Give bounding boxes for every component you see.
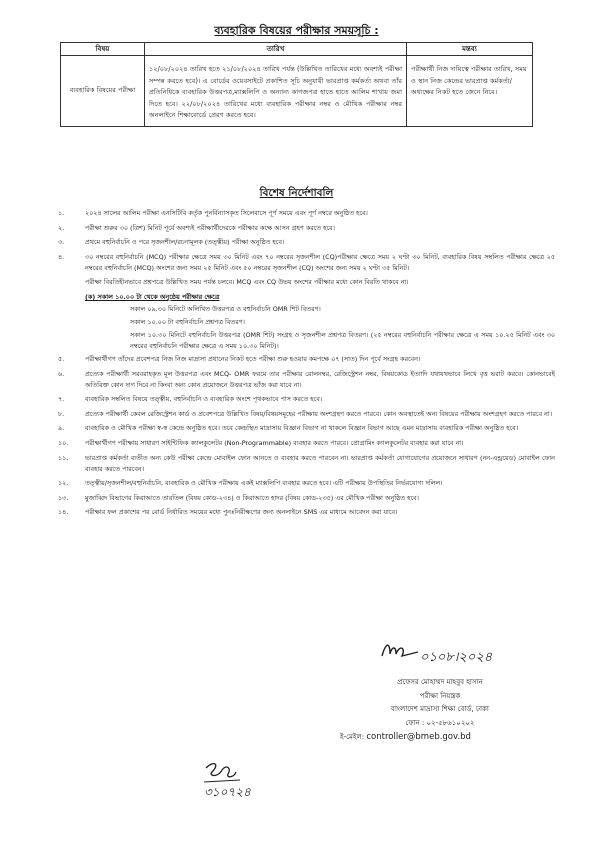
list-item: ৫. পরীক্ষার্থীগণ তাঁদের প্রবেশপত্র নিজ নিজ মাদ্রাসা প্রধানের নিকট হতে পরীক্ষা শুরু হওয়ার কমপক্ষে ০৭ (সাত) দিন পূর্বে সংগ্রহ করবেন।: [58, 354, 421, 363]
signature-block: [330, 676, 550, 730]
list-item: ৬. প্রত্যেক পরীক্ষার্থী সরবরাহকৃত মূল উত্তরপত্র এবং MCQ- OMR ফরমে তার পরীক্ষার রোলনম্বর, রেজিস্ট্রেশন নম্বর, বিষয়কোড ইত্যাদি যথাযথভাবে লিখে বৃত্ত ভরাট করবে। কোনভাবেই অতিরিক্ত কোন দাগ দিবে না কিংবা অন্য কোন প্রয়োজনে উত্তরপত্র ভাঁজ করা যাবে না।: [58, 369, 555, 389]
list-item: ১০. পরীক্ষার্থীগণ পরীক্ষায় সাধারণ সাইন্টিফিক ক্যালকুলেটর (Non-Programmable) ব্যবহার করতে পারবে। প্রোগ্রামিং ক্যালকুলেটর ব্যবহার করা যাবে না।: [58, 438, 464, 447]
signatory-phone: ফোন : ০২-৫৮৬১০২০২: [405, 718, 475, 727]
list-item: ১৪. পরীক্ষার ফল প্রকাশের পর বোর্ড নির্ধারিত সময়ের মধ্যে পুনঃনিরীক্ষণের জন্য অনলাইনে SMS এর মাধ্যমে আবেদন করা যাবে।: [58, 508, 398, 517]
list-item: ১৩. মুজাব্বিদ বিভাগের কিরাআতে তারতিল (বিষয় কোড-২৩৪) ও কিরাআতে হাদর (বিষয় কোড-২৩৫) এর মৌখিক পরীক্ষা অনুষ্ঠিত হবে।: [58, 493, 419, 502]
header-date: তারিখ: [145, 43, 407, 56]
list-item: ৩. প্রথমে বহুনির্বাচনি ও পরে সৃজনশীল/রচনামূলক (তত্ত্বীয়) পরীক্ষা অনুষ্ঠিত হবে।: [58, 238, 285, 247]
schedule-row: [61, 56, 533, 127]
header-subject: বিষয়: [61, 43, 145, 56]
cell-date: ১২/০৮/২০২৪ তারিখ হতে ২১/০৮/২০২৪ তারিখ পর্যন্ত (উল্লিখিত তারিখের মধ্যে অবশ্যই পরীক্ষা সম্পন্ন করতে হবে)। এ বোর্ডের ওয়েবসাইটে প্রকাশিত সূচি অনুযায়ী ভারপ্রাপ্ত কর্মকর্তা অথবা তাঁর প্রতিনিধিকে ব্যবহারিক উত্তরপত্র,ম্যাক্সলিপি ও অন্যান্য কাগজপত্র হাতে হাতে আলিম শাখায় জমা দিতে হবে। ২২/০৮/২০২৪ তারিখের মধ্যে ব্যবহারিক পরীক্ষার নম্বর ও মৌখিক পরীক্ষার নম্বর অনলাইনে শিক্ষাবোর্ডে প্রেরণ করতে হবে।: [145, 56, 407, 127]
morning-line: সকাল ১০.৩০ মিনিটে বহুনির্বাচনি উত্তরপত্র (OMR শিট) সংগ্রহ ও সৃজনশীল প্রশ্নপত্র বিতরণ। (২৫ নম্বরের বহুনির্বাচনি পরীক্ষার ক্ষেত্রে এ সময় ১০.২৫ মিনিট এবং ৩০ নম্বরের বহুনির্বাচনি পরীক্ষার ক্ষেত্রে এ সময় ১০.৩০ মিনিট)।: [130, 330, 555, 350]
email-line: [340, 731, 471, 743]
instructions-title: বিশেষ নির্দেশাবলি: [259, 187, 334, 199]
signatory-designation: পরীক্ষা নিয়ন্ত্রক: [419, 691, 461, 700]
signatory-name: প্রফেসর মোহাম্মদ মাহবুব হাসান: [397, 678, 483, 686]
morning-line: সকাল ১০.০০ টা বহুনির্বাচনি প্রশ্নপত্র বিতরণ।: [130, 317, 245, 326]
list-item: ১১. ভারপ্রাপ্ত কর্মকর্তা ব্যতীত অন্য কেউ পরীক্ষা কেন্দ্রে মোবাইল ফোন আনতে ও ব্যবহার করতে পারবেন না। ভারপ্রাপ্ত কর্মকর্তা যোগাযোগের প্রয়োজনে সাধারণ (নন-এন্ড্রয়েড) মোবাইল ফোন ব্যবহার করতে পারবেন।: [58, 453, 555, 473]
list-item: ১. ২০২৪ সালের আলিম পরীক্ষা এনসিটিবি কর্তৃক পুনর্বিন্যাসকৃত সিলেবাসে পূর্ণ সময়ে এবং পূর্ণ নম্বরে অনুষ্ঠিত হবে।: [58, 209, 368, 217]
list-item: ৪. ৩০ নম্বরের বহুনির্বাচনি (MCQ) পরীক্ষার ক্ষেত্রে সময় ৩০ মিনিট এবং ৭০ নম্বরের সৃজনশীল (CQ)পরীক্ষার ক্ষেত্রে সময় ২ ঘণ্টা ৩০ মিনিট, ব্যবহারিক বিষয় সম্বলিত পরীক্ষার ক্ষেত্রে ২৫ নম্বরের বহুনির্বাচনি (MCQ) অংশের জন্য সময় ২৫ মিনিট এবং ৫০ নম্বরের সৃজনশীল (CQ) অংশের জন্য সময় ২ ঘণ্টা ৩৫ মিনিট।: [58, 252, 555, 272]
list-item: ৭. ব্যবহারিক সম্বলিত বিষয়ে তত্ত্বীয়, বহুনির্বাচনি ও ব্যবহারিক অংশে পৃথকভাবে পাস করতে হবে।: [58, 395, 323, 404]
list-item: ৯. ব্যবহারিক ও মৌখিক পরীক্ষা স্ব-স্ব কেন্দ্রে অনুষ্ঠিত হবে। তবে কেন্দ্রস্থিত মাদ্রাসায় বিজ্ঞান বিভাগ না থাকলে বিজ্ঞান বিভাগ আছে এমন মাদ্রাসায় ব্যবহারিক পরীক্ষা অনুষ্ঠিত হবে।: [58, 424, 518, 433]
signature-scribble: [380, 638, 420, 662]
list-item: ২. পরীক্ষা শুরুর ৩০ (ত্রিশ) মিনিট পূর্বে অবশ্যই পরীক্ষার্থীদেরকে পরীক্ষার কক্ষে আসন গ্রহণ করতে হবে।: [58, 223, 335, 232]
list-item: ৮. প্রত্যেক পরীক্ষার্থী কেবল রেজিস্ট্রেশন কার্ড ও প্রবেশপত্রে উল্লিখিত বিষয়/বিষয়সমূহের পরীক্ষায় অংশগ্রহণ করতে পারবে। কোন অবস্থাতেই অন্য বিষয়ের পরীক্ষায় অংশগ্রহণ করতে পারবে না।: [58, 409, 552, 418]
initials-date: ৩১০৭২৪: [204, 785, 251, 799]
schedule-header-row: [61, 43, 533, 56]
email-address: controller@bmeb.gov.bd: [366, 732, 471, 742]
header-remarks: মন্তব্য: [407, 43, 533, 56]
signatory-office: বাংলাদেশ মাদ্রাসা শিক্ষা বোর্ড, ঢাকা: [391, 705, 489, 713]
signature-date: ০১০৮।২০২৪: [420, 650, 493, 665]
list-item: পরীক্ষা বিরতিহীনভাবে প্রশ্নপত্রে উল্লিখিত সময় পর্যন্ত চলবে। MCQ এবং CQ উভয় অংশের পরীক্ষার মধ্যে কোন বিরতি থাকবে না।: [85, 278, 409, 287]
schedule-title: ব্যবহারিক বিষয়ের পরীক্ষার সময়সূচি :: [214, 24, 379, 37]
cell-remarks: পরীক্ষার্থী নিজ দায়িত্বে পরীক্ষার তারিখ, সময় ও স্থান নিজ কেন্দ্রের ভারপ্রাপ্ত কর্মকর্তা/অধ্যক্ষের নিকট হতে জেনে নিবে।: [407, 56, 533, 127]
morning-line: সকাল ০৯.৩০ মিনিটে অলিখিত উত্তরপত্র ও বহুনির্বাচনি OMR শিট বিতরণ।: [130, 304, 321, 313]
morning-schedule-heading: (ক) সকাল ১০.০০ টা থেকে অনুষ্ঠেয় পরীক্ষার ক্ষেত্রে: [85, 292, 220, 301]
schedule-table: [60, 42, 533, 127]
email-label: ই-মেইল:: [340, 733, 365, 741]
instructions-list: [50, 208, 555, 522]
list-item: ১২. তত্ত্বীয়/সৃজনশীল/বহুনির্বাচনি, ব্যবহারিক ও মৌখিক পরীক্ষায় একই ম্যাক্সলিপি ব্যবহার করতে হবে। এটি পরীক্ষায় উপস্থিতির নির্ভরযোগ্য দলিল।: [58, 479, 443, 488]
cell-subject: ব্যবহারিক বিষয়ের পরীক্ষা: [61, 56, 145, 127]
